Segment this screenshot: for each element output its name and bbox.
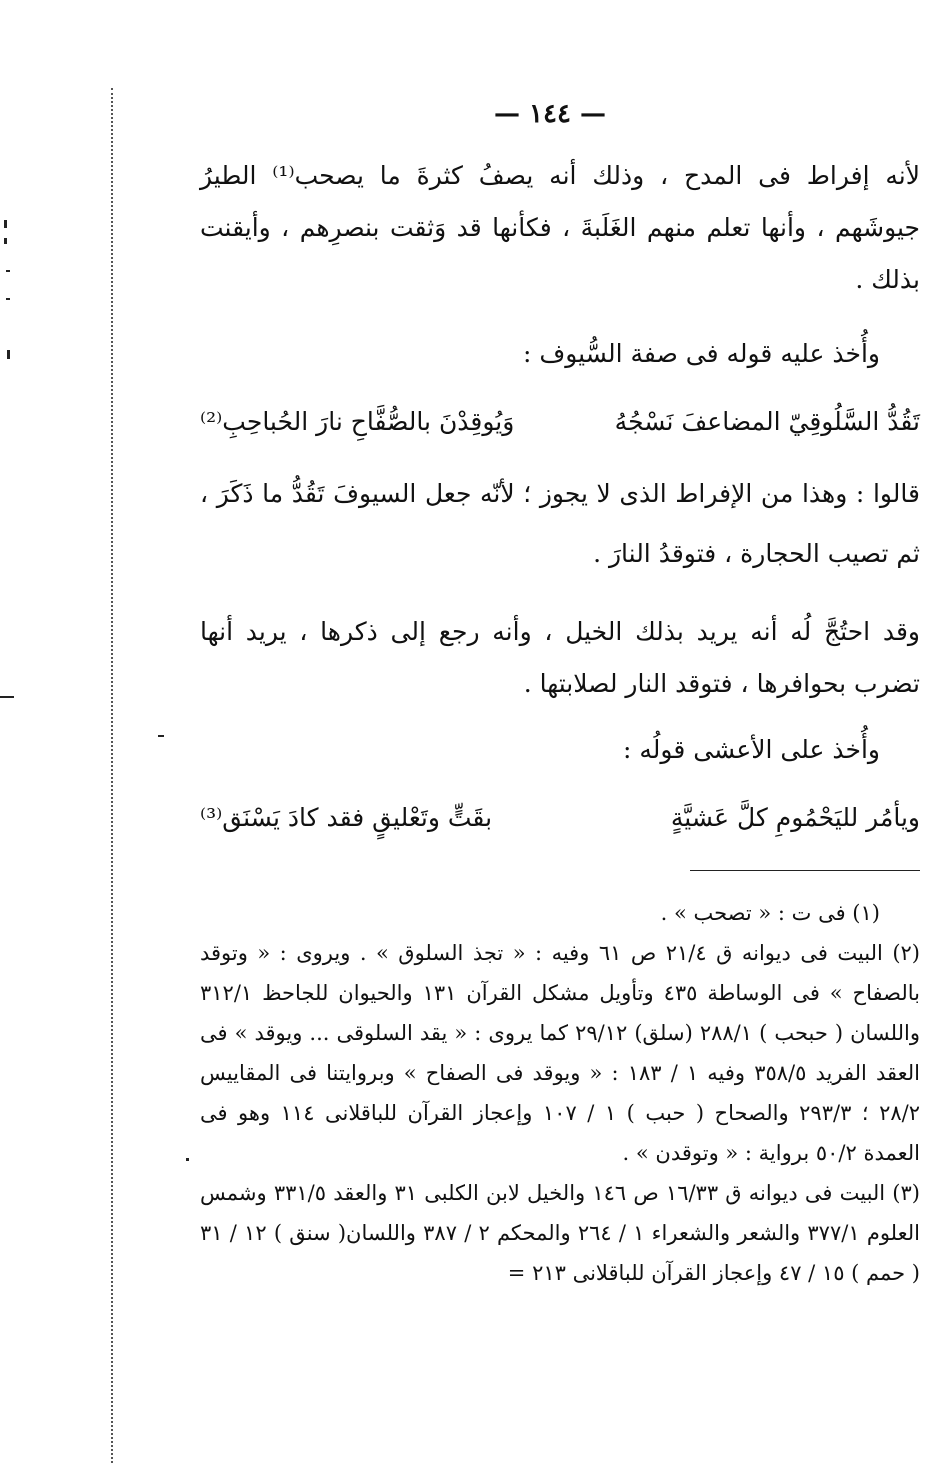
scan-mark: [4, 238, 7, 244]
footnote: (١) فى ت : « تصحب » .: [660, 901, 880, 925]
body-paragraph: قالوا : وهذا من الإفراط الذى لا يجوز ؛ لأنّه جعل السيوفَ تَقُدُّ ما ذَكَرَ ، ثم تصيب الحجارة ، فتوقدُ النارَ .: [200, 479, 920, 568]
verse-hemistich: وَيُوقِدْنَ بالصُّفَّاحِ نارَ الحُباحِبِ⁽²⁾: [200, 407, 515, 436]
verse-introduction: وأُخذ عليه قوله فى صفة السُّيوف :: [522, 339, 880, 368]
scan-mark: [6, 270, 10, 272]
book-page: [200, 92, 920, 1293]
verse-introduction: وأُخذ على الأعشى قولُه :: [623, 735, 880, 764]
body-paragraph: لأنه إفراط فى المدح ، وذلك أنه يصفُ كثرةَ ما يصحب⁽¹⁾ الطيرُ جيوشَهم ، وأنها تعلم منهم الغَلَبةَ ، فكأنها قد وَثقت بنصرِهم ، وأيقنت بذلك .: [200, 161, 920, 294]
poetry-verse: [200, 394, 920, 450]
scan-mark: [186, 1158, 189, 1161]
footnote: (٣) البيت فى ديوانه ق ١٦/٣٣ ص ١٤٦ والخيل لابن الكلبى ٣١ والعقد ٣٣١/٥ وشمس العلوم ٣٧٧/١ والشعر والشعراء ١ / ٢٦٤ والمحكم ٢ / ٣٨٧ واللسان( سنق ) ١٢ / ٣١ ( حمم ) ١٥ / ٤٧ وإعجاز القرآن للباقلانى ٢١٣ =: [200, 1181, 920, 1285]
scan-mark: [0, 696, 14, 698]
scan-mark: [158, 735, 164, 737]
verse-hemistich: تَقُدُّ السَّلُوقِيّ المضاعفَ نَسْجُهُ: [614, 407, 920, 436]
verse-hemistich: بقَتٍّ وتَعْليقٍ فقد كادَ يَسْنَق⁽³⁾: [200, 803, 493, 832]
scan-mark: [6, 298, 10, 300]
binding-gutter-line: [111, 88, 113, 1463]
poetry-verse: [200, 790, 920, 846]
scan-mark: [7, 350, 10, 359]
footnote: (٢) البيت فى ديوانه ق ٢١/٤ ص ٦١ وفيه : « تجذ السلوق » . ويروى : « وتوقد بالصفاح » فى الوساطة ٤٣٥ وتأويل مشكل القرآن ١٣١ والحيوان للجاحظ ٣١٢/١ واللسان ( حبحب ) ٢٨٨/١ (سلق) ٢٩/١٢ كما يروى : « يقد السلوقى ... ويوقد » فى العقد الفريد ٣٥٨/٥ وفيه ١ / ١٨٣ : « ويوقد فى الصفاح » وبروايتنا فى المقاييس ٢٨/٢ ؛ ٢٩٣/٣ والصحاح ( حبب ) ١ / ١٠٧ وإعجاز القرآن للباقلانى ١١٤ وهو فى العمدة ٥٠/٢ برواية : « وتوقدن » .: [200, 941, 920, 1165]
verse-hemistich: ويأمُر لليَحْمُومِ كلَّ عَشيَّةٍ: [670, 803, 920, 832]
body-paragraph: وقد احتُجَّ لُه أنه يريد بذلك الخيل ، وأنه رجع إلى ذكرها ، يريد أنها تضرب بحوافرها ، فتوقد النار لصلابتها .: [200, 617, 920, 698]
page-number: — ١٤٤ —: [493, 99, 607, 129]
footnote-separator: [690, 870, 920, 871]
scan-mark: [4, 220, 7, 228]
